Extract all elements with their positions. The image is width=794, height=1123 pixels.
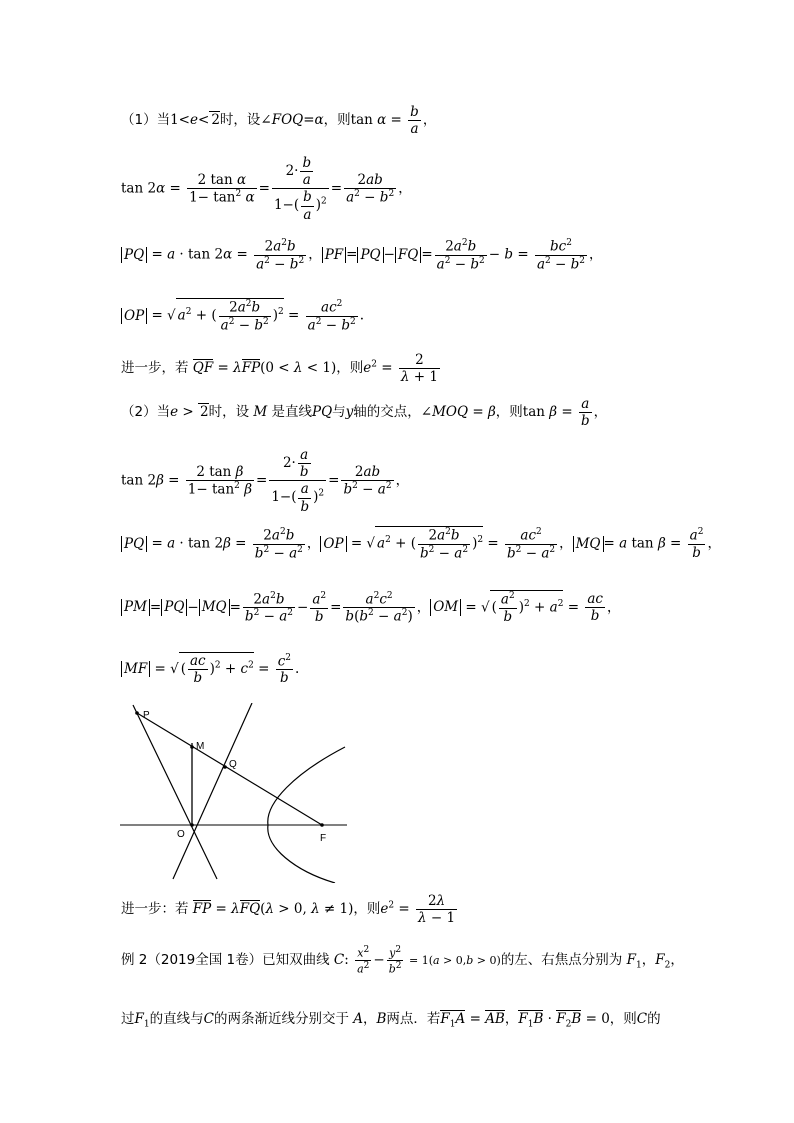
line-12: 例 2（2019全国 1卷）已知双曲线 C: $\frac{x^2}{a^2}$ − $\frac{y^2}{b^2}$ = 1(a > 0,b > 0)的左、右焦点分别为 $F_1$，$F_2$，	[121, 945, 684, 976]
label-q: Q	[229, 759, 237, 770]
label-m: M	[196, 741, 205, 752]
label-o: O	[177, 829, 185, 840]
line-11: 进一步：若 FP = λFQ(λ > 0, λ ≠ 1)，则$e^2$ = $\frac{2\lambda}{\lambda - 1}$	[121, 893, 456, 927]
line-6: （2）当e > 2时，设 M 是直线PQ与y轴的交点，∠MOQ = β，则tan β = $\frac{a}{b}$ ，	[121, 396, 608, 430]
label-p: P	[143, 710, 150, 721]
line-5: 进一步，若 QF = λFP(0 < λ < 1)，则$e^2$ = $\frac{2}{\lambda + 1}$	[121, 352, 438, 386]
line-9: PM = PQ − MQ = $\frac{2a^2b}{b^2 - a^2}$ − $\frac{a^2}{b}$ = $\frac{a^2c^2}{b(b^2 - a^2)}$ ， OM = √ ( $\frac{a^2}{b}$ )$^2 + a^2$ = $\frac{ac}{b}$ ，	[121, 590, 620, 625]
line-13: 过$F_1$的直线与C的两条渐近线分别交于 A，B两点．若$F_1A$ = AB，$F_1B \cdot F_2B = 0$，则C的	[121, 1011, 661, 1030]
hyperbola-figure	[115, 703, 355, 883]
line-4: OP = √ $a^2$ + ( $\frac{2a^2b}{a^2 - b^2}$ )$^2$ = $\frac{ac^2}{a^2 - b^2}$ .	[121, 298, 364, 333]
line-3: PQ = a · tan 2α = $\frac{2a^2b}{a^2 - b^2}$ ， PF = PQ − FQ = $\frac{2a^2b}{a^2 - b^2}$ − b = $\frac{bc^2}{a^2 - b^2}$ ，	[121, 238, 603, 272]
line-7: tan 2β = $\frac{\text{2 tan β}}{1- \tan^2 \beta}$ = 2· $\frac{a}{b}$ 1−( $\frac{a}{b}$ )$^2$ = $\frac{2ab}{b^2 - a^2}$ ，	[121, 447, 410, 515]
asymptote-1	[173, 703, 252, 879]
line-10: MF = √ ( $\frac{ac}{b}$ )$^2 + c^2$ = $\frac{c^2}{b}$ .	[121, 652, 299, 687]
point-q	[223, 765, 227, 769]
line-8: PQ = a · tan 2β = $\frac{2a^2b}{b^2 - a^2}$ ， OP = √ $a^2$ + ( $\frac{2a^2b}{b^2 - a^2}$ )$^2$ = $\frac{ac^2}{b^2 - a^2}$ ， MQ = a tan β = $\frac{a^2}{b}$ ，	[121, 526, 721, 561]
point-f	[320, 823, 324, 827]
point-m	[190, 745, 194, 749]
point-p	[135, 711, 139, 715]
line-2: tan 2α = $\frac{\text{2 tan α}}{1- \tan^2 \alpha}$ = 2· $\frac{b}{a}$ 1−( $\frac{b}{a}$ )$^2$ = $\frac{2ab}{a^2 - b^2}$ ，	[121, 155, 412, 223]
line-1: （1）当1<e< 2时，设∠FOQ=α，则tan α = $\frac{b}{a}$ ，	[121, 104, 437, 138]
point-o	[190, 823, 194, 827]
label-f: F	[320, 833, 327, 844]
asymptote-2	[133, 705, 217, 879]
